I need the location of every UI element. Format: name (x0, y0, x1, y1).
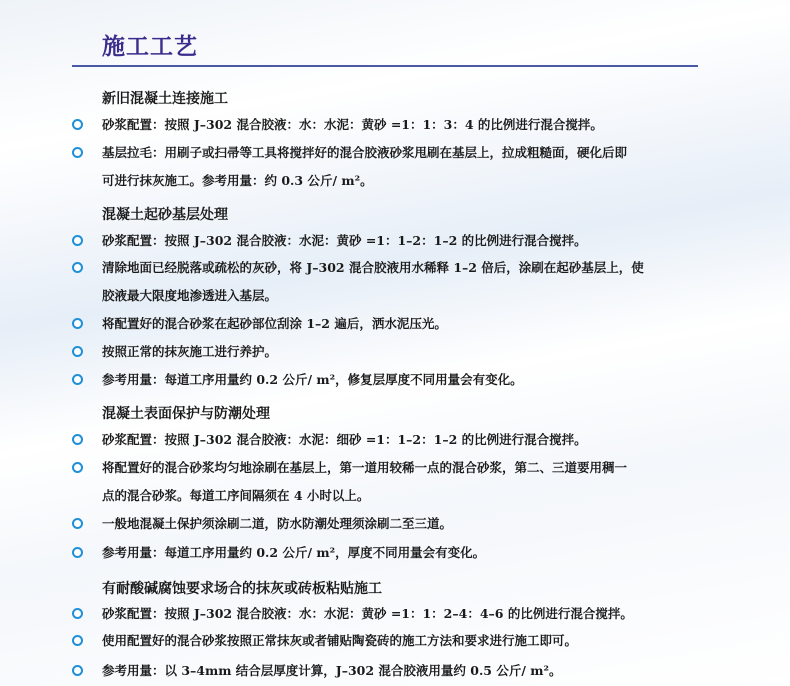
list-item-text: 砂浆配置：按照 J–302 混合胶液：水：水泥：黄砂 =1：1：2–4：4–6 的比例进行混合搅拌。 (102, 606, 633, 621)
list-item-text: 参考用量：以 3–4mm 结合层厚度计算，J–302 混合胶液用量约 0.5 公斤/ m²。 (102, 663, 562, 678)
title-divider (72, 65, 698, 67)
list-item-text: 将配置好的混合砂浆在起砂部位刮涂 1–2 遍后，洒水泥压光。 (102, 316, 447, 331)
page-title: 施工工艺 (102, 34, 198, 60)
list-item-text: 砂浆配置：按照 J–302 混合胶液：水：水泥：黄砂 =1：1：3：4 的比例进行混合搅拌。 (102, 117, 603, 132)
section-heading: 新旧混凝土连接施工 (102, 91, 228, 107)
list-item-text: 清除地面已经脱落或疏松的灰砂，将 J–302 混合胶液用水稀释 1–2 倍后，涂刷在起砂基层上，使 (102, 260, 644, 275)
list-item-text: 使用配置好的混合砂浆按照正常抹灰或者铺贴陶瓷砖的施工方法和要求进行施工即可。 (102, 633, 578, 648)
bullet-icon (72, 119, 83, 130)
list-item-text: 参考用量：每道工序用量约 0.2 公斤/ m²，修复层厚度不同用量会有变化。 (102, 372, 523, 387)
bullet-icon (72, 147, 83, 158)
bullet-icon (72, 608, 83, 619)
bullet-icon (72, 262, 83, 273)
list-item-text: 将配置好的混合砂浆均匀地涂刷在基层上，第一道用较稀一点的混合砂浆，第二、三道要用稠一 (102, 460, 628, 475)
list-item-text: 参考用量：每道工序用量约 0.2 公斤/ m²，厚度不同用量会有变化。 (102, 545, 486, 560)
list-item-text: 一般地混凝土保护须涂刷二道，防水防潮处理须涂刷二至三道。 (102, 516, 453, 531)
bullet-icon (72, 434, 83, 445)
list-item-text: 胶液最大限度地渗透进入基层。 (102, 288, 278, 303)
list-item-text: 可进行抹灰施工。参考用量：约 0.3 公斤/ m²。 (102, 173, 373, 188)
bullet-icon (72, 318, 83, 329)
section-heading: 混凝土表面保护与防潮处理 (102, 406, 270, 422)
bullet-icon (72, 374, 83, 385)
list-item-text: 按照正常的抹灰施工进行养护。 (102, 344, 278, 359)
list-item-text: 砂浆配置：按照 J–302 混合胶液：水泥：黄砂 =1：1–2：1–2 的比例进行混合搅拌。 (102, 233, 587, 248)
bullet-icon (72, 635, 83, 646)
bullet-icon (72, 665, 83, 676)
list-item-text: 点的混合砂浆。每道工序间隔须在 4 小时以上。 (102, 488, 370, 503)
list-item-text: 基层拉毛：用刷子或扫帚等工具将搅拌好的混合胶液砂浆甩刷在基层上，拉成粗糙面，硬化后即 (102, 145, 628, 160)
list-item-text: 砂浆配置：按照 J–302 混合胶液：水泥：细砂 =1：1–2：1–2 的比例进行混合搅拌。 (102, 432, 587, 447)
bullet-icon (72, 462, 83, 473)
bullet-icon (72, 235, 83, 246)
section-heading: 混凝土起砂基层处理 (102, 207, 228, 223)
bullet-icon (72, 346, 83, 357)
bullet-icon (72, 547, 83, 558)
bullet-icon (72, 518, 83, 529)
section-heading: 有耐酸碱腐蚀要求场合的抹灰或砖板粘贴施工 (102, 581, 382, 597)
